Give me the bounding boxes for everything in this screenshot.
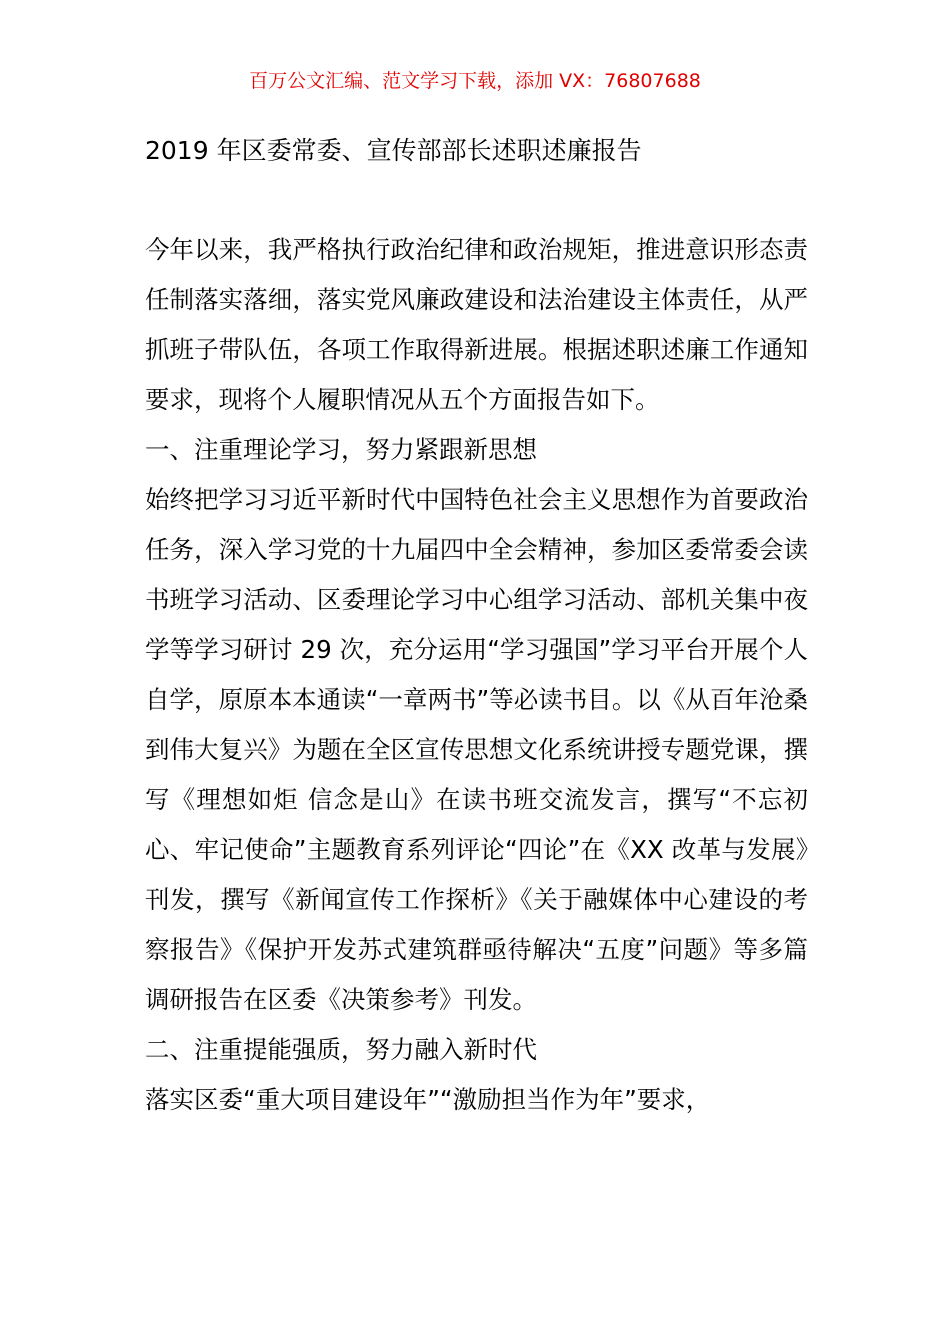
document-body [145, 225, 808, 1125]
section-2-heading: 二、注重提能强质，努力融入新时代 [145, 1035, 537, 1064]
intro-paragraph: 今年以来，我严格执行政治纪律和政治规矩，推进意识形态责任制落实落细，落实党风廉政建设和法治建设主体责任，从严抓班子带队伍，各项工作取得新进展。根据述职述廉工作通知要求，现将个人履职情况从五个方面报告如下。 [145, 235, 808, 414]
section-1-paragraph: 始终把学习习近平新时代中国特色社会主义思想作为首要政治任务，深入学习党的十九届四中全会精神，参加区委常委会读书班学习活动、区委理论学习中心组学习活动、部机关集中夜学等学习研讨 29 次，充分运用“学习强国”学习平台开展个人自学，原原本本通读“一章两书”等必读书目。以《从百年沧桑到伟大复兴》为题在全区宣传思想文化系统讲授专题党课，撰写《理想如炬 信念是山》在读书班交流发言，撰写“不忘初心、牢记使命”主题教育系列评论“四论”在《XX 改革与发展》刊发，撰写《新闻宣传工作探析》《关于融媒体中心建设的考察报告》《保护开发苏式建筑群亟待解决“五度”问题》等多篇调研报告在区委《决策参考》刊发。 [145, 485, 808, 1014]
document-title: 2019 年区委常委、宣传部部长述职述廉报告 [145, 136, 642, 165]
section-1-heading: 一、注重理论学习，努力紧跟新思想 [145, 435, 537, 464]
section-2-paragraph: 落实区委“重大项目建设年”“激励担当作为年”要求， [145, 1085, 711, 1114]
watermark-banner: 百万公文汇编、范文学习下载，添加 VX：76807688 [249, 70, 701, 92]
